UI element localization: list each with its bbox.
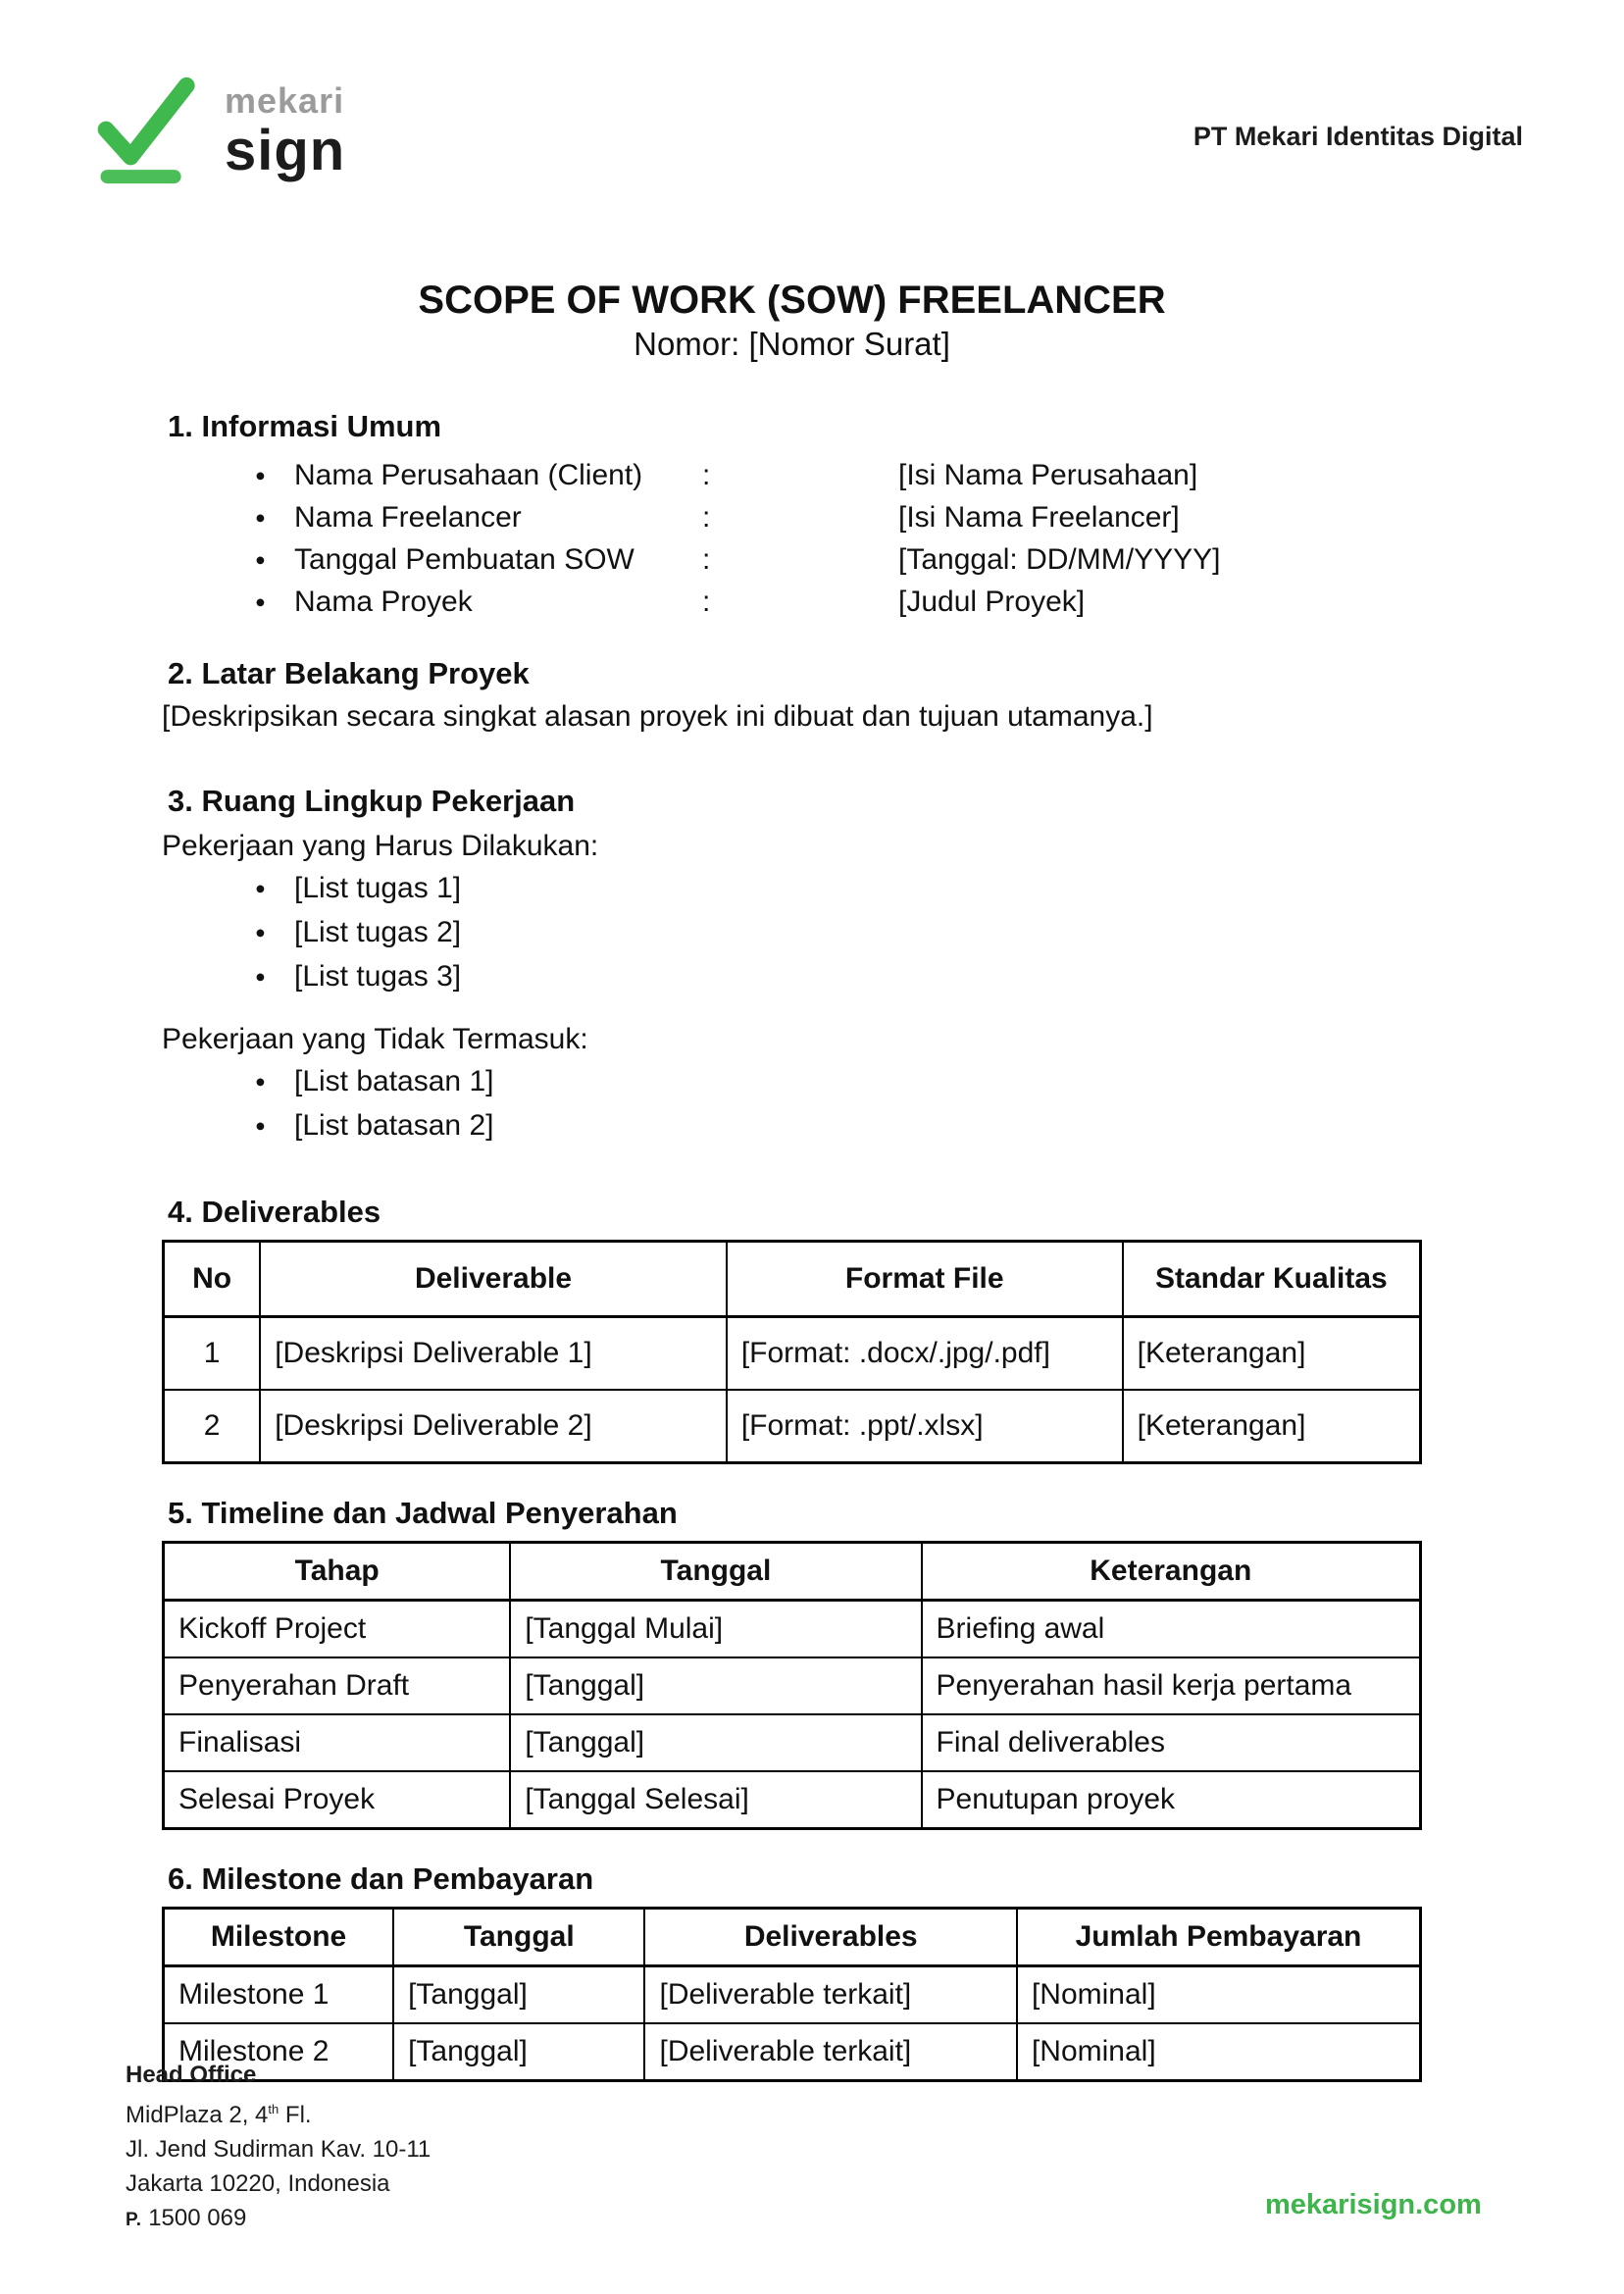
table-cell: [Nominal]	[1017, 1966, 1421, 2024]
info-row	[162, 538, 1422, 581]
table-row	[164, 1771, 1421, 1829]
info-value: [Isi Nama Perusahaan]	[898, 458, 1198, 491]
list-item: ● [List tugas 2]	[294, 910, 1422, 954]
footer-address-line2: Jl. Jend Sudirman Kav. 10-11	[126, 2136, 431, 2163]
document-number-line: Nomor: [Nomor Surat]	[634, 326, 950, 362]
milestone-table	[162, 1907, 1422, 2082]
table-cell: [Tanggal]	[510, 1657, 921, 1714]
section-heading: 6. Milestone dan Pembayaran	[168, 1861, 594, 1896]
excluded-work-list	[162, 1059, 1422, 1147]
excluded-work-label: Pekerjaan yang Tidak Termasuk:	[162, 1023, 588, 1055]
document-body	[162, 278, 1422, 2082]
table-cell: [Deliverable terkait]	[644, 1966, 1016, 2024]
table-row	[164, 1657, 1421, 1714]
address-line1-suffix: Fl.	[279, 2102, 312, 2128]
table-cell: [Format: .docx/.jpg/.pdf]	[727, 1317, 1123, 1391]
column-header: Format File	[727, 1242, 1123, 1317]
info-separator: :	[702, 542, 711, 576]
column-header: Deliverable	[260, 1242, 727, 1317]
footer-phone-line	[126, 2201, 431, 2237]
table-header-row	[164, 1543, 1421, 1601]
info-separator: :	[702, 500, 711, 534]
table-cell: Penyerahan Draft	[164, 1657, 511, 1714]
included-work-list	[162, 866, 1422, 998]
logo-product-text: sign	[225, 119, 346, 182]
column-header: No	[164, 1242, 261, 1317]
timeline-table	[162, 1541, 1422, 1830]
phone-label: P.	[126, 2210, 142, 2230]
info-separator: :	[702, 585, 711, 618]
info-label: ● Nama Perusahaan (Client)	[294, 458, 643, 491]
section-heading: 1. Informasi Umum	[168, 409, 442, 443]
column-header: Keterangan	[922, 1543, 1421, 1601]
table-cell: [Keterangan]	[1123, 1390, 1421, 1463]
table-header	[164, 1242, 1421, 1317]
table-cell: Final deliverables	[922, 1714, 1421, 1771]
address-line1-text: MidPlaza 2, 4	[126, 2102, 269, 2128]
list-item: ● [List batasan 2]	[294, 1103, 1422, 1147]
section-heading: 4. Deliverables	[168, 1195, 381, 1229]
info-list	[162, 454, 1422, 623]
deliverables-table	[162, 1240, 1422, 1464]
table-cell: [Format: .ppt/.xlsx]	[727, 1390, 1123, 1463]
table-cell: Briefing awal	[922, 1601, 1421, 1658]
logo-brand-text: mekari	[225, 80, 345, 121]
table-cell: Penyerahan hasil kerja pertama	[922, 1657, 1421, 1714]
table-cell: Finalisasi	[164, 1714, 511, 1771]
table-row	[164, 1390, 1421, 1463]
list-item: ● [List tugas 1]	[294, 866, 1422, 910]
table-header	[164, 1909, 1421, 1966]
table-cell: [Tanggal]	[393, 1966, 644, 2024]
document-title: SCOPE OF WORK (SOW) FREELANCER	[418, 279, 1166, 322]
table-cell: Kickoff Project	[164, 1601, 511, 1658]
column-header: Tanggal	[510, 1543, 921, 1601]
table-cell: Milestone 2	[164, 2023, 394, 2081]
table-cell: 2	[164, 1390, 261, 1463]
phone-number: 1500 069	[148, 2205, 247, 2231]
section-heading: 3. Ruang Lingkup Pekerjaan	[168, 784, 576, 818]
section-body-text: [Deskripsikan secara singkat alasan proyek ini dibuat dan tujuan utamanya.]	[162, 700, 1153, 733]
table-row	[164, 1601, 1421, 1658]
section-timeline	[162, 1494, 1422, 1830]
section-deliverables	[162, 1193, 1422, 1464]
table-cell: [Tanggal]	[510, 1714, 921, 1771]
company-name: PT Mekari Identitas Digital	[1193, 122, 1523, 151]
mekari-sign-logo	[93, 71, 345, 188]
list-item: ● [List tugas 3]	[294, 954, 1422, 998]
info-row	[162, 454, 1422, 496]
section-milestone	[162, 1860, 1422, 2082]
column-header: Standar Kualitas	[1123, 1242, 1421, 1317]
footer-address-line1	[126, 2092, 431, 2132]
column-header: Tahap	[164, 1543, 511, 1601]
table-header-row	[164, 1242, 1421, 1317]
column-header: Milestone	[164, 1909, 394, 1966]
footer-office-title: Head Office	[126, 2062, 257, 2088]
section-informasi-umum	[162, 407, 1422, 623]
section-ruang-lingkup	[162, 782, 1422, 1147]
list-item: ● [List batasan 1]	[294, 1059, 1422, 1103]
table-cell: Milestone 1	[164, 1966, 394, 2024]
info-value: [Tanggal: DD/MM/YYYY]	[898, 542, 1221, 576]
table-header	[164, 1543, 1421, 1601]
table-row	[164, 1714, 1421, 1771]
table-row	[164, 1317, 1421, 1391]
table-row	[164, 1966, 1421, 2024]
column-header: Tanggal	[393, 1909, 644, 1966]
info-label: ● Nama Proyek	[294, 585, 473, 618]
address-line1-superscript: th	[268, 2102, 279, 2116]
footer-website-link[interactable]: mekarisign.com	[1265, 2189, 1482, 2220]
included-work-label: Pekerjaan yang Harus Dilakukan:	[162, 830, 599, 862]
table-cell: [Tanggal]	[393, 2023, 644, 2081]
footer-address-line3: Jakarta 10220, Indonesia	[126, 2170, 390, 2197]
section-heading: 5. Timeline dan Jadwal Penyerahan	[168, 1496, 678, 1530]
table-cell: [Keterangan]	[1123, 1317, 1421, 1391]
table-cell: [Deliverable terkait]	[644, 2023, 1016, 2081]
table-header-row	[164, 1909, 1421, 1966]
table-cell: 1	[164, 1317, 261, 1391]
table-cell: Penutupan proyek	[922, 1771, 1421, 1829]
footer-address-block	[126, 2058, 431, 2237]
table-cell: [Nominal]	[1017, 2023, 1421, 2081]
info-separator: :	[702, 458, 711, 491]
info-label: ● Tanggal Pembuatan SOW	[294, 542, 634, 576]
table-body	[164, 1317, 1421, 1463]
section-heading: 2. Latar Belakang Proyek	[168, 656, 530, 690]
table-cell: Selesai Proyek	[164, 1771, 511, 1829]
column-header: Jumlah Pembayaran	[1017, 1909, 1421, 1966]
info-value: [Isi Nama Freelancer]	[898, 500, 1180, 534]
table-cell: [Deskripsi Deliverable 1]	[260, 1317, 727, 1391]
table-cell: [Deskripsi Deliverable 2]	[260, 1390, 727, 1463]
table-cell: [Tanggal Selesai]	[510, 1771, 921, 1829]
checkmark-icon	[93, 71, 203, 188]
section-latar-belakang	[162, 654, 1422, 737]
info-value: [Judul Proyek]	[898, 585, 1086, 618]
column-header: Deliverables	[644, 1909, 1016, 1966]
table-body	[164, 1601, 1421, 1829]
info-row	[162, 496, 1422, 538]
info-label: ● Nama Freelancer	[294, 500, 522, 534]
info-row	[162, 581, 1422, 623]
logo-wordmark	[225, 71, 346, 182]
table-cell: [Tanggal Mulai]	[510, 1601, 921, 1658]
